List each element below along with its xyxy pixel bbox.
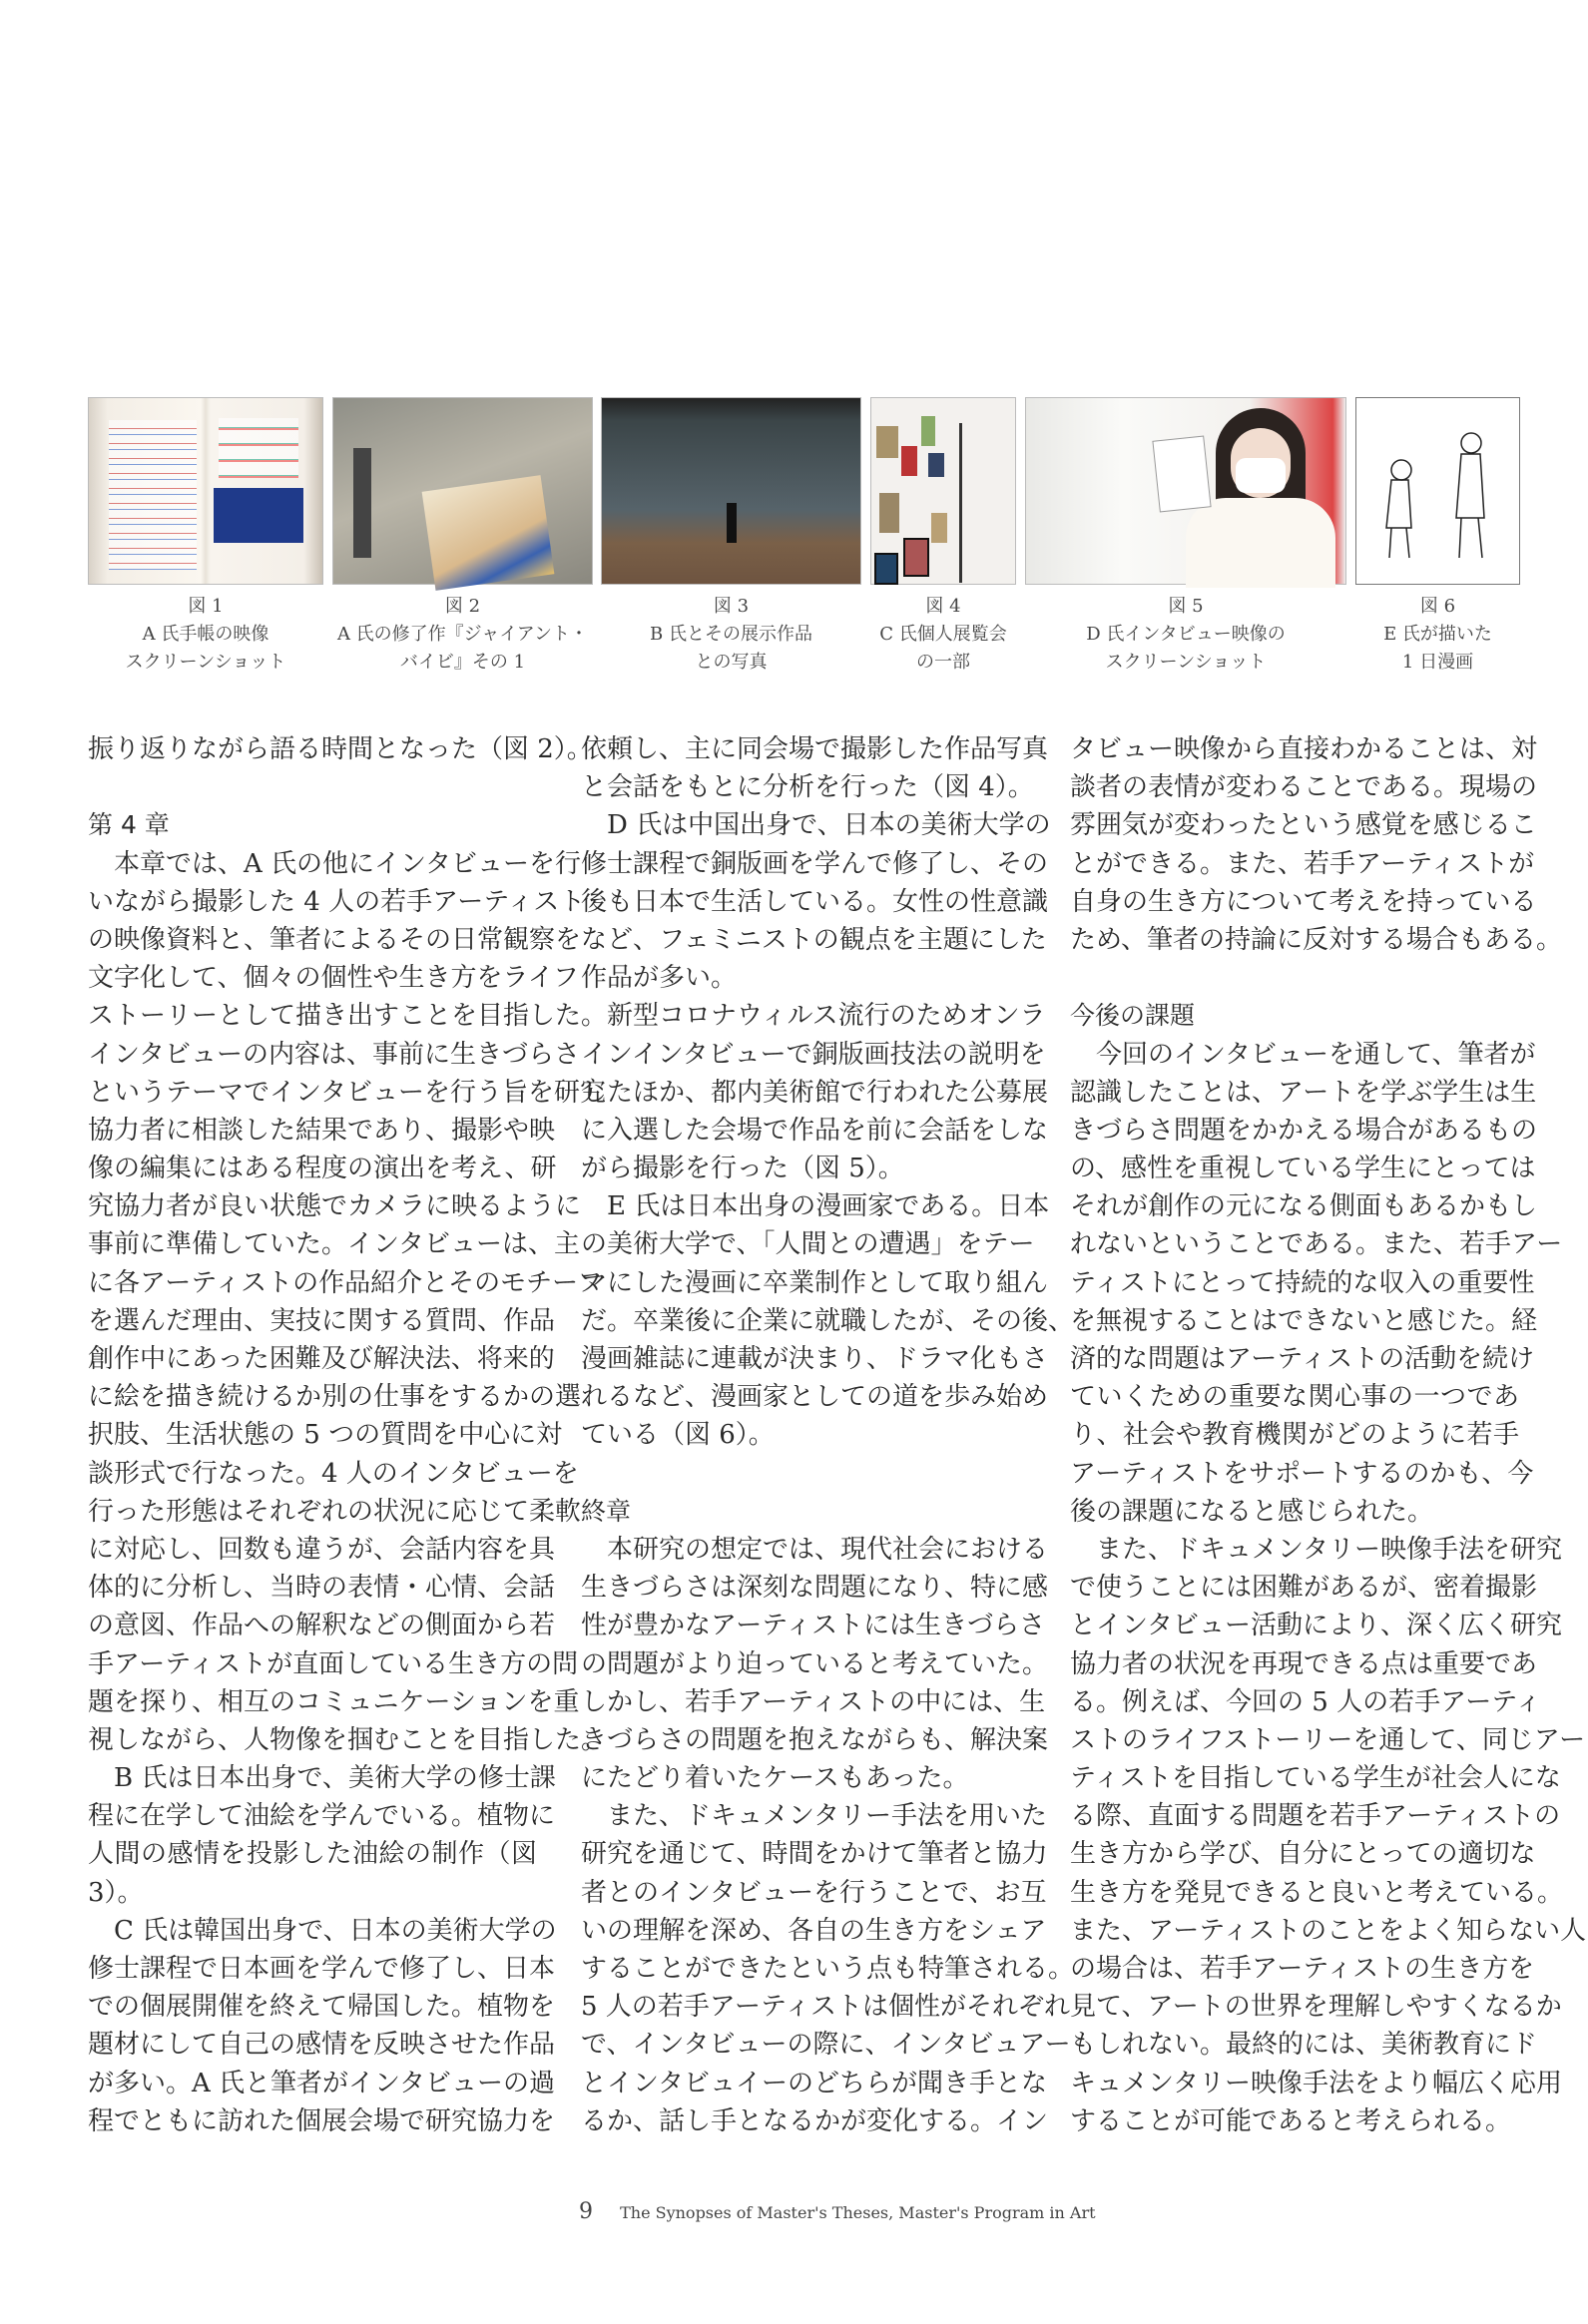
text-line: E 氏は日本出身の漫画家である。日本: [581, 1191, 1050, 1222]
text-line: 本研究の想定では、現代社会における: [581, 1534, 1049, 1565]
text-line: 生き方を発見できると良いと考えている。: [1070, 1877, 1564, 1908]
text-line: ため、筆者の持論に反対する場合もある。: [1070, 924, 1562, 955]
text-line: 3）。: [88, 1877, 144, 1908]
text-line: 生き方から学び、自分にとっての適切な: [1070, 1839, 1536, 1870]
text-line: 自身の生き方について考えを持っている: [1070, 886, 1537, 917]
text-line: インタビューの内容は、事前に生きづらさ: [88, 1039, 580, 1070]
text-line: したほか、都内美術館で行われた公募展: [581, 1077, 1049, 1108]
paragraph: [88, 1912, 557, 2140]
caption-line: スクリーンショット: [125, 652, 286, 673]
text-line: れるなど、漫画家としての道を歩み始め: [581, 1382, 1049, 1413]
text-line: 人間の感情を投影した油絵の制作（図: [88, 1839, 537, 1870]
paragraph: [1070, 1036, 1563, 1531]
caption-line: D 氏インタビュー映像の: [1086, 624, 1286, 645]
figure-caption: [995, 593, 1376, 677]
text-line: 修士課程で銅版画を学んで修了し、その: [581, 848, 1049, 879]
text-line: 像の編集にはある程度の演出を考え、研: [88, 1154, 557, 1184]
caption-line: A 氏手帳の映像: [142, 624, 269, 645]
text-line: 談者の表情が変わることである。現場の: [1070, 772, 1538, 803]
text-line: る。例えば、今回の 5 人の若手アーティ: [1070, 1686, 1542, 1717]
text-line: ストーリーとして描き出すことを目指した。: [88, 1001, 608, 1032]
text-line: いの理解を深め、各自の生き方をシェア: [581, 1915, 1047, 1946]
text-line: また、ドキュメンタリー手法を用いた: [581, 1801, 1047, 1832]
manga-drawing: [1356, 398, 1519, 584]
paragraph: [1070, 1531, 1587, 2140]
text-line: 修士課程で日本画を学んで修了し、日本: [88, 1954, 556, 1984]
text-line: とができる。また、若手アーティストが: [1070, 848, 1535, 879]
text-line: 振り返りながら語る時間となった（図 2）。: [88, 734, 593, 764]
text-line: きづらさ問題をかかえる場合があるもの: [1070, 1115, 1538, 1146]
text-line: 創作中にあった困難及び解決法、将来的: [88, 1344, 555, 1374]
text-line: 研究を通じて、時間をかけて筆者と協力: [581, 1839, 1048, 1870]
text-line: 文字化して、個々の個性や生き方をライフ: [88, 963, 579, 994]
figure-6: [1355, 397, 1520, 673]
text-line: り、社会や教育機関がどのように若手: [1070, 1420, 1519, 1451]
text-line: 後も日本で生活している。女性の性意識: [581, 886, 1049, 917]
text-line: る際、直面する問題を若手アーティストの: [1070, 1801, 1561, 1832]
text-line: での個展開催を終えて帰国した。植物を: [88, 1992, 556, 2023]
caption-line: C 氏個人展覧会: [879, 624, 1007, 645]
solo-exhibition-image: [870, 397, 1016, 585]
text-line: 談形式で行なった。4 人のインタビューを: [88, 1458, 579, 1489]
text-line: 今回のインタビューを通して、筆者が: [1070, 1039, 1536, 1070]
text-line: いながら撮影した 4 人の若手アーティスト: [88, 886, 586, 917]
exhibition-photo-image: [601, 397, 861, 585]
caption-line: E 氏が描いた: [1383, 624, 1492, 645]
manga-image: [1355, 397, 1520, 585]
text-line: マにした漫画に卒業制作として取り組ん: [581, 1267, 1049, 1298]
text-line: で使うことには困難があるが、密着撮影: [1070, 1573, 1538, 1604]
text-line: にたどり着いたケースもあった。: [581, 1763, 969, 1794]
text-line: の問題がより迫っていると考えていた。: [581, 1648, 1049, 1679]
section-heading: 第 4 章: [88, 810, 170, 840]
figure-label: 図 6: [1419, 596, 1456, 617]
text-line: るか、話し手となるかが変化する。イン: [581, 2105, 1049, 2136]
text-line: 手アーティストが直面している生き方の問: [88, 1648, 579, 1679]
caption-line: 1 日漫画: [1401, 652, 1474, 673]
text-line: に対応し、回数も違うが、会話内容を具: [88, 1534, 556, 1565]
interview-screenshot-image: [1025, 397, 1346, 585]
paragraph: [581, 1797, 1075, 2140]
text-line: 見て、アートの世界を理解しやすくなるか: [1070, 1992, 1562, 2023]
text-line: を無視することはできないと感じた。経: [1070, 1305, 1538, 1336]
text-line: れないということである。また、若手アー: [1070, 1229, 1563, 1260]
text-line: 者とのインタビューを行うことで、お互: [581, 1877, 1047, 1908]
publication-title: The Synopses of Master's Theses, Master's Program in Art: [620, 2203, 1096, 2222]
text-line: 択肢、生活状態の 5 つの質問を中心に対: [88, 1420, 563, 1451]
text-line: 究協力者が良い状態でカメラに映るように: [88, 1191, 582, 1222]
figure-label: 図 1: [188, 596, 224, 617]
text-line: ストのライフストーリーを通して、同じアー: [1070, 1724, 1586, 1755]
text-line: しかし、若手アーティストの中には、生: [581, 1686, 1046, 1717]
text-line: 生きづらさは深刻な問題になり、特に感: [581, 1573, 1049, 1604]
paragraph: [581, 806, 1051, 997]
text-line: 題材にして自己の感情を反映させた作品: [88, 2030, 556, 2061]
text-line: 依頼し、主に同会場で撮影した作品写真: [581, 734, 1049, 764]
text-line: 題を探り、相互のコミュニケーションを重: [88, 1686, 580, 1717]
text-line: タビュー映像から直接わかることは、対: [1070, 734, 1538, 764]
text-line: がら撮影を行った（図 5）。: [581, 1154, 904, 1184]
page-number: 9: [579, 2199, 593, 2224]
text-line: だ。卒業後に企業に就職したが、その後、: [581, 1305, 1075, 1336]
figure-3: [601, 397, 861, 673]
text-line: に各アーティストの作品紹介とそのモチーフ: [88, 1267, 603, 1298]
painting-image: [332, 397, 593, 585]
text-line: 程でともに訪れた個展会場で研究協力を: [88, 2105, 556, 2136]
text-line: で、インタビューの際に、インタビュアー: [581, 2030, 1071, 2061]
section-heading: 終章: [581, 1496, 632, 1526]
text-line: 雰囲気が変わったという感覚を感じるこ: [1070, 810, 1537, 841]
caption-line: との写真: [695, 652, 768, 673]
text-line: アーティストをサポートするのかも、今: [1070, 1458, 1534, 1489]
text-line: 事前に準備していた。インタビューは、主: [88, 1229, 580, 1260]
text-line: の美術大学で、「人間との遭遇」をテー: [581, 1229, 1035, 1260]
figure-4: [870, 397, 1016, 673]
text-line: 視しながら、人物像を掴むことを目指した。: [88, 1724, 608, 1755]
text-line: インインタビューで銅版画技法の説明を: [581, 1039, 1046, 1070]
text-line: 程に在学して油絵を学んでいる。植物に: [88, 1801, 556, 1832]
text-line: 後の課題になると感じられた。: [1070, 1496, 1434, 1527]
text-line: することができたという点も特筆される。: [581, 1954, 1075, 1984]
text-line: ていくための重要な関心事の一つであ: [1070, 1382, 1519, 1413]
spacer: [88, 768, 537, 806]
text-line: を選んだ理由、実技に関する質問、作品: [88, 1305, 556, 1336]
caption-line: スクリーンショット: [1105, 652, 1267, 673]
text-line: に絵を描き続けるか別の仕事をするかの選: [88, 1382, 582, 1413]
figure-label: 図 5: [1168, 596, 1204, 617]
figure-5: [1025, 397, 1346, 673]
text-line: というテーマでインタビューを行う旨を研究: [88, 1077, 606, 1108]
caption-line: の一部: [916, 652, 970, 673]
caption-line: B 氏とその展示作品: [650, 624, 812, 645]
text-line: 協力者に相談した結果であり、撮影や映: [88, 1115, 556, 1146]
text-line: の場合は、若手アーティストの生き方を: [1070, 1954, 1535, 1984]
figure-label: 図 4: [925, 596, 961, 617]
caption-line: バイビ』その 1: [399, 652, 526, 673]
text-line: 行った形態はそれぞれの状況に応じて柔軟: [88, 1496, 582, 1527]
text-line: C 氏は韓国出身で、日本の美術大学の: [88, 1915, 557, 1946]
text-column-3: [1070, 730, 1587, 2140]
figure-caption: [1325, 593, 1550, 677]
paragraph: [88, 1759, 556, 1912]
figure-label: 図 3: [713, 596, 750, 617]
text-line: ている（図 6）。: [581, 1420, 775, 1451]
paragraph: [581, 1187, 1075, 1454]
section-heading: 今後の課題: [1070, 1001, 1196, 1031]
text-column-2: [581, 730, 1075, 2140]
text-line: 漫画雑誌に連載が決まり、ドラマ化もさ: [581, 1344, 1049, 1374]
text-line: することが可能であると考えられる。: [1070, 2105, 1512, 2136]
text-line: また、ドキュメンタリー映像手法を研究: [1070, 1534, 1562, 1565]
text-line: 協力者の状況を再現できる点は重要であ: [1070, 1648, 1538, 1679]
text-line: ティストにとって持続的な収入の重要性: [1070, 1267, 1535, 1298]
text-line: 済的な問題はアーティストの活動を続け: [1070, 1344, 1535, 1374]
text-line: 性が豊かなアーティストには生きづらさ: [581, 1611, 1046, 1641]
text-line: とインタビュー活動により、深く広く研究: [1070, 1611, 1562, 1641]
text-line: 作品が多い。: [581, 963, 738, 994]
text-line: など、フェミニストの観点を主題にした: [581, 924, 1047, 955]
text-line: 認識したことは、アートを学ぶ学生は生: [1070, 1077, 1537, 1108]
page-footer: [579, 2199, 1096, 2224]
text-line: 5 人の若手アーティストは個性がそれぞれ: [581, 1992, 1070, 2023]
figure-label: 図 2: [444, 596, 481, 617]
text-line: もしれない。最終的には、美術教育にド: [1070, 2030, 1538, 2061]
text-line: B 氏は日本出身で、美術大学の修士課: [88, 1763, 556, 1794]
paragraph: [581, 997, 1049, 1187]
paragraph: [1070, 730, 1562, 959]
figure-1: [88, 397, 323, 673]
figure-2: [332, 397, 593, 673]
text-line: が多い。A 氏と筆者がインタビューの過: [88, 2068, 556, 2098]
text-line: に入選した会場で作品を前に会話をしな: [581, 1115, 1049, 1146]
paragraph: [88, 730, 593, 768]
spacer: [1070, 959, 1519, 997]
spacer: [581, 1455, 1030, 1493]
text-line: D 氏は中国出身で、日本の美術大学の: [581, 810, 1051, 841]
text-line: ティストを目指している学生が社会人にな: [1070, 1763, 1561, 1794]
text-line: 体的に分析し、当時の表情・心情、会話: [88, 1573, 556, 1604]
text-line: きづらさの問題を抱えながらも、解決案: [581, 1724, 1049, 1755]
text-line: また、アーティストのことをよく知らない人: [1070, 1915, 1587, 1946]
text-line: それが創作の元になる側面もあるかもし: [1070, 1191, 1538, 1222]
paragraph: [581, 730, 1049, 806]
text-line: の意図、作品への解釈などの側面から若: [88, 1611, 556, 1641]
notebook-screenshot-image: [88, 397, 323, 585]
text-line: と会話をもとに分析を行った（図 4）。: [581, 772, 1034, 803]
paragraph: [581, 1531, 1049, 1797]
text-line: とインタビュイーのどちらが聞き手とな: [581, 2068, 1047, 2098]
text-line: の、感性を重視している学生にとっては: [1070, 1154, 1536, 1184]
text-line: 本章では、A 氏の他にインタビューを行: [88, 848, 582, 879]
text-line: 新型コロナウィルス流行のためオンラ: [581, 1001, 1046, 1032]
caption-line: A 氏の修了作『ジャイアント・: [336, 624, 589, 645]
text-line: キュメンタリー映像手法をより幅広く応用: [1070, 2068, 1562, 2098]
text-line: の映像資料と、筆者によるその日常観察を: [88, 924, 582, 955]
